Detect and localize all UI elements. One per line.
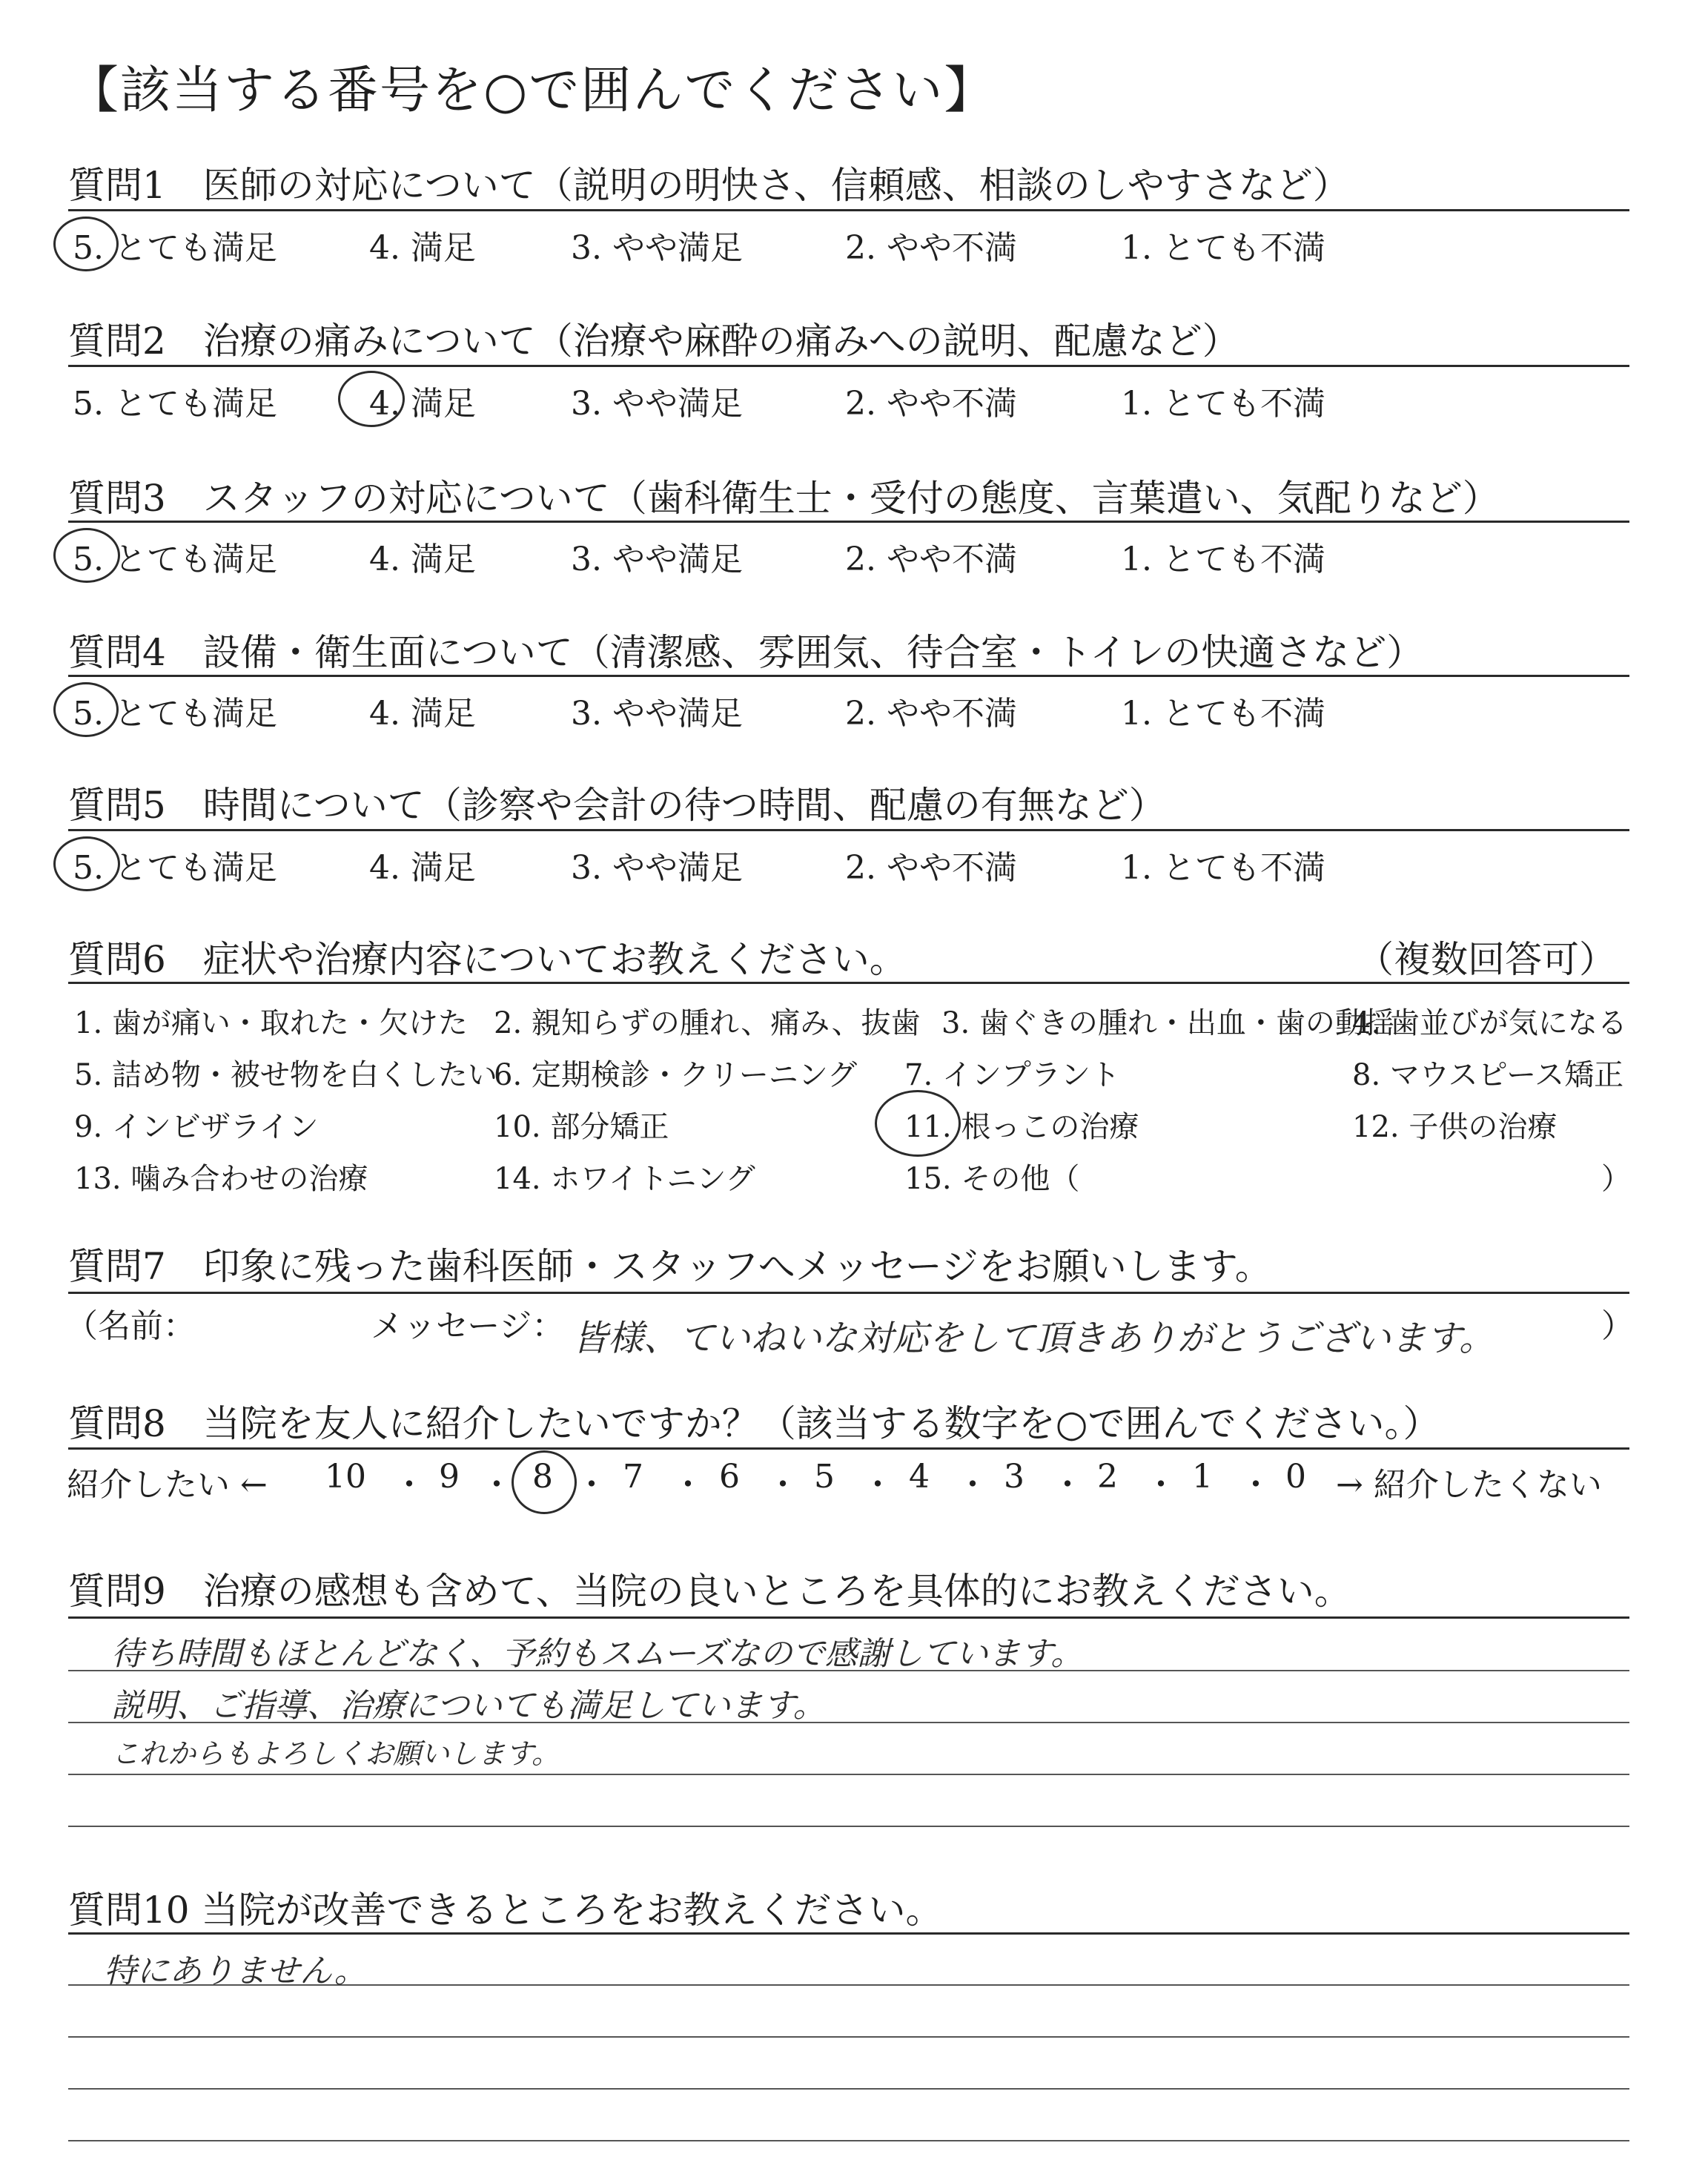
question-7-title: 質問7 印象に残った歯科医師・スタッフへメッセージをお願いします。 <box>68 1245 1272 1288</box>
q8-sep: ・ <box>393 1466 426 1504</box>
q7-close-paren: ） <box>1601 1307 1634 1345</box>
q8-sep: ・ <box>767 1466 799 1504</box>
question-8-title: 質問8 当院を友人に紹介したいですか？（該当する数字を○で囲んでください。） <box>68 1402 1440 1445</box>
q8-scale-6[interactable]: 6 <box>719 1458 740 1496</box>
question-1-rule <box>68 209 1629 211</box>
question-10-rule <box>68 1932 1629 1935</box>
q1-selection-circle <box>53 217 119 271</box>
question-5-rule <box>68 829 1629 831</box>
q8-scale-5[interactable]: 5 <box>814 1458 835 1496</box>
form-title: 【該当する番号を○で囲んでください】 <box>68 62 996 120</box>
q1-option-3[interactable]: 3. やや満足 <box>571 229 743 267</box>
q5-selection-circle <box>53 836 120 891</box>
question-3-title: 質問3 スタッフの対応について（歯科衛生士・受付の態度、言葉遣い、気配りなど） <box>68 477 1500 520</box>
q3-option-4[interactable]: 4. 満足 <box>369 541 476 578</box>
q6-option-12[interactable]: 12. 子供の治療 <box>1352 1110 1558 1144</box>
q3-option-1[interactable]: 1. とても不満 <box>1121 541 1325 578</box>
q8-left-label: 紹介したい ← <box>67 1466 268 1504</box>
q4-option-5[interactable]: 5. とても満足 <box>73 695 277 733</box>
question-1-title: 質問1 医師の対応について（説明の明快さ、信頼感、相談のしやすさなど） <box>68 164 1350 207</box>
question-5-title: 質問5 時間について（診察や会計の待つ時間、配慮の有無など） <box>68 784 1166 827</box>
q8-scale-4[interactable]: 4 <box>909 1458 930 1496</box>
q5-option-4[interactable]: 4. 満足 <box>369 849 476 887</box>
q4-selection-circle <box>53 682 119 737</box>
q8-scale-10[interactable]: 10 <box>325 1458 366 1496</box>
q1-option-4[interactable]: 4. 満足 <box>369 229 476 267</box>
q2-selection-circle <box>338 371 405 427</box>
question-8-rule <box>68 1447 1629 1450</box>
q2-option-2[interactable]: 2. やや不満 <box>845 385 1017 423</box>
q6-option-2[interactable]: 2. 親知らずの腫れ、痛み、抜歯 <box>494 1006 921 1040</box>
q5-option-5[interactable]: 5. とても満足 <box>73 849 277 887</box>
q8-sep: ・ <box>1239 1466 1272 1504</box>
question-2-rule <box>68 365 1629 367</box>
q2-option-5[interactable]: 5. とても満足 <box>73 385 277 423</box>
q2-option-1[interactable]: 1. とても不満 <box>1121 385 1325 423</box>
q8-sep: ・ <box>1145 1466 1177 1504</box>
q6-option-6[interactable]: 6. 定期検診・クリーニング <box>494 1058 858 1092</box>
q8-scale-1[interactable]: 1 <box>1192 1458 1213 1496</box>
q8-sep: ・ <box>1051 1466 1084 1504</box>
q8-scale-9[interactable]: 9 <box>439 1458 460 1496</box>
q4-option-2[interactable]: 2. やや不満 <box>845 695 1017 733</box>
q9-answer-line-3[interactable]: これからもよろしくお願いします。 <box>111 1737 560 1770</box>
q1-option-2[interactable]: 2. やや不満 <box>845 229 1017 267</box>
q7-message-label: メッセージ： <box>371 1307 565 1345</box>
question-6-note: （複数回答可） <box>1357 938 1616 981</box>
question-6-rule <box>68 982 1629 984</box>
q3-option-3[interactable]: 3. やや満足 <box>571 541 743 578</box>
q9-answer-line <box>68 1774 1629 1775</box>
q9-answer-line <box>68 1826 1629 1827</box>
q10-answer-line-1[interactable]: 特にありません。 <box>104 1952 367 1990</box>
q6-option-14[interactable]: 14. ホワイトニング <box>494 1162 755 1196</box>
q4-option-1[interactable]: 1. とても不満 <box>1121 695 1325 733</box>
q4-option-3[interactable]: 3. やや満足 <box>571 695 743 733</box>
question-2-title: 質問2 治療の痛みについて（治療や麻酔の痛みへの説明、配慮など） <box>68 320 1239 363</box>
q6-option-3[interactable]: 3. 歯ぐきの腫れ・出血・歯の動揺 <box>941 1006 1394 1040</box>
q6-option-11[interactable]: 11. 根っこの治療 <box>904 1110 1139 1144</box>
question-6-title: 質問6 症状や治療内容についてお教えください。 <box>68 938 907 981</box>
q8-sep: ・ <box>575 1466 608 1504</box>
q6-option-5[interactable]: 5. 詰め物・被せ物を白くしたい <box>74 1058 497 1092</box>
q8-sep: ・ <box>861 1466 894 1504</box>
q5-option-1[interactable]: 1. とても不満 <box>1121 849 1325 887</box>
q6-option-4[interactable]: 4. 歯並びが気になる <box>1352 1006 1627 1040</box>
q8-scale-8[interactable]: 8 <box>532 1458 553 1496</box>
q5-option-3[interactable]: 3. やや満足 <box>571 849 743 887</box>
q4-option-4[interactable]: 4. 満足 <box>369 695 476 733</box>
q8-scale-2[interactable]: 2 <box>1097 1458 1118 1496</box>
question-9-rule <box>68 1616 1629 1619</box>
q8-scale-3[interactable]: 3 <box>1004 1458 1025 1496</box>
q3-option-5[interactable]: 5. とても満足 <box>73 541 277 578</box>
q5-option-2[interactable]: 2. やや不満 <box>845 849 1017 887</box>
q10-answer-line <box>68 2088 1629 2090</box>
q10-answer-line <box>68 2036 1629 2038</box>
q6-option-1[interactable]: 1. 歯が痛い・取れた・欠けた <box>74 1006 468 1040</box>
q8-scale-0[interactable]: 0 <box>1285 1458 1306 1496</box>
q7-message-handwritten[interactable]: 皆様、ていねいな対応をして頂きありがとうございます。 <box>572 1318 1495 1359</box>
q6-option-13[interactable]: 13. 噛み合わせの治療 <box>74 1162 368 1196</box>
q2-option-3[interactable]: 3. やや満足 <box>571 385 743 423</box>
q2-option-4[interactable]: 4. 満足 <box>369 385 476 423</box>
question-10-title: 質問10 当院が改善できるところをお教えください。 <box>68 1889 943 1932</box>
question-9-title: 質問9 治療の感想も含めて、当院の良いところを具体的にお教えください。 <box>68 1570 1351 1613</box>
q9-answer-line-2[interactable]: 説明、ご指導、治療についても満足しています。 <box>111 1687 826 1725</box>
q8-sep: ・ <box>480 1466 513 1504</box>
q7-name-label: （名前： <box>65 1307 196 1345</box>
q6-option-15[interactable]: 15. その他（ <box>904 1162 1080 1196</box>
q6-option-9[interactable]: 9. インビザライン <box>74 1110 319 1144</box>
q6-other-close-paren: ） <box>1601 1162 1631 1196</box>
question-4-title: 質問4 設備・衛生面について（清潔感、雰囲気、待合室・トイレの快適さなど） <box>68 631 1424 674</box>
question-3-rule <box>68 521 1629 523</box>
question-7-rule <box>68 1292 1629 1294</box>
q9-answer-line-1[interactable]: 待ち時間もほとんどなく、予約もスムーズなので感謝しています。 <box>111 1635 1084 1673</box>
q10-answer-line <box>68 2140 1629 2141</box>
q6-option-10[interactable]: 10. 部分矯正 <box>494 1110 669 1144</box>
q6-option-8[interactable]: 8. マウスピース矯正 <box>1352 1058 1624 1092</box>
q1-option-1[interactable]: 1. とても不満 <box>1121 229 1325 267</box>
q3-option-2[interactable]: 2. やや不満 <box>845 541 1017 578</box>
q6-selection-circle <box>875 1090 961 1157</box>
q8-selection-circle <box>512 1450 577 1514</box>
q1-option-5[interactable]: 5. とても満足 <box>73 229 277 267</box>
q8-right-label: → 紹介したくない <box>1336 1466 1602 1504</box>
q3-selection-circle <box>53 528 120 583</box>
question-4-rule <box>68 675 1629 677</box>
q6-option-7[interactable]: 7. インプラント <box>904 1058 1120 1092</box>
q8-scale-7[interactable]: 7 <box>623 1458 643 1496</box>
q8-sep: ・ <box>672 1466 704 1504</box>
q8-sep: ・ <box>956 1466 989 1504</box>
